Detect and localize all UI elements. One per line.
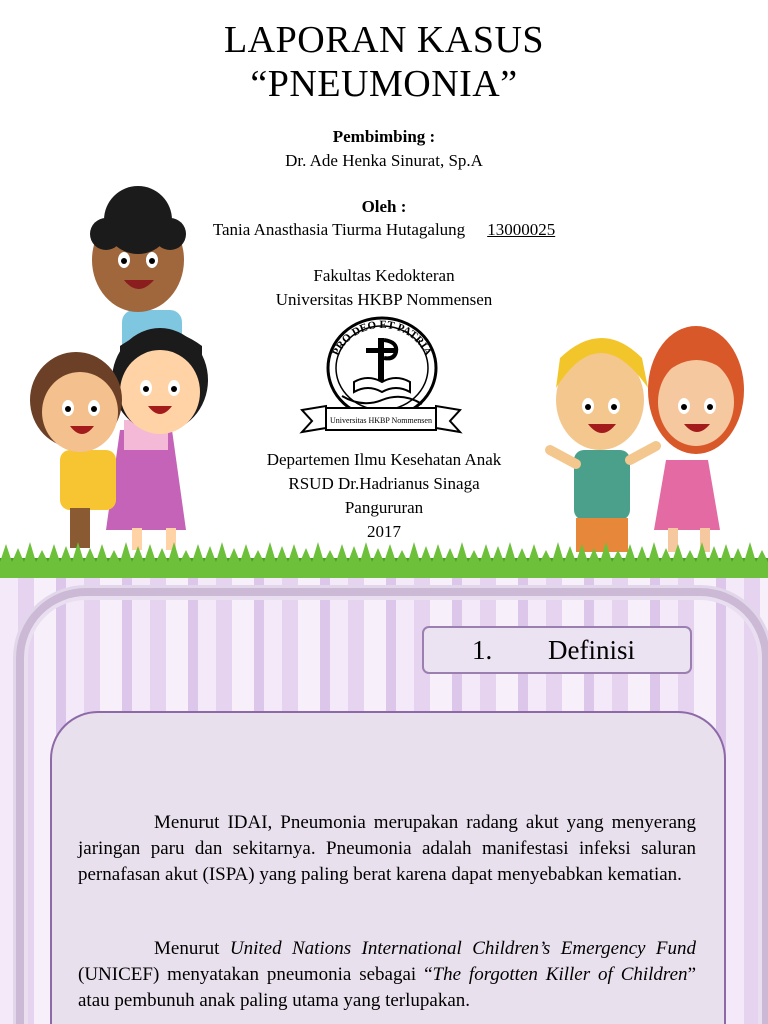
author-name: Tania Anasthasia Tiurma Hutagalung	[212, 220, 466, 239]
unicef-text-e: ” atau pembunuh anak paling utama yang terlupakan.	[78, 964, 696, 1011]
author-id: 13000025	[487, 220, 556, 239]
children-illustration-left	[20, 180, 220, 560]
unicef-org-name: United Nations International Children’s Emergency Fund	[229, 938, 697, 959]
grass-strip	[0, 540, 768, 578]
logo-motto: PRO DEO ET PATRIA	[330, 318, 434, 358]
unicef-quote: The forgotten Killer of Children	[432, 964, 688, 985]
report-title	[0, 18, 768, 106]
author-label: Oleh :	[361, 197, 407, 216]
child-redhead-girl-icon	[648, 326, 744, 552]
logo-banner-text: Universitas HKBP Nommensen	[330, 416, 432, 425]
section-title: Definisi	[548, 635, 635, 665]
paragraph-idai	[78, 810, 696, 888]
hospital: RSUD Dr.Hadrianus Sinaga	[288, 474, 480, 493]
supervisor-label: Pembimbing :	[332, 127, 436, 146]
supervisor-name: Dr. Ade Henka Sinurat, Sp.A	[285, 151, 483, 170]
child-girl-pink-icon	[106, 328, 208, 550]
faculty: Fakultas Kedokteran	[313, 266, 455, 285]
title-line-2: “PNEUMONIA”	[250, 63, 518, 105]
section-heading	[422, 626, 692, 674]
department: Departemen Ilmu Kesehatan Anak	[266, 450, 502, 469]
cross-icon	[378, 338, 384, 386]
university-logo	[298, 312, 464, 444]
paragraph-idai-text: Menurut IDAI, Pneumonia merupakan radang akut yang menyerang jaringan paru dan sekitarnya. Pneumonia adalah manifestasi infeksi saluran pernafasan akut (ISPA) yang paling berat karena dapat menyebabkan kematian.	[78, 812, 696, 885]
university: Universitas HKBP Nommensen	[275, 290, 493, 309]
child-blond-boy-icon	[550, 338, 656, 552]
year: 2017	[367, 522, 401, 541]
definition-slide	[0, 578, 768, 1024]
city: Pangururan	[344, 498, 424, 517]
unicef-text-c: (UNICEF) menyatakan pneumonia sebagai “	[78, 964, 433, 985]
unicef-text-a: Menurut	[154, 938, 230, 959]
title-line-1: LAPORAN KASUS	[223, 19, 545, 61]
children-illustration-right	[540, 310, 760, 560]
section-number: 1.	[472, 635, 493, 665]
paragraph-unicef	[78, 936, 696, 1014]
